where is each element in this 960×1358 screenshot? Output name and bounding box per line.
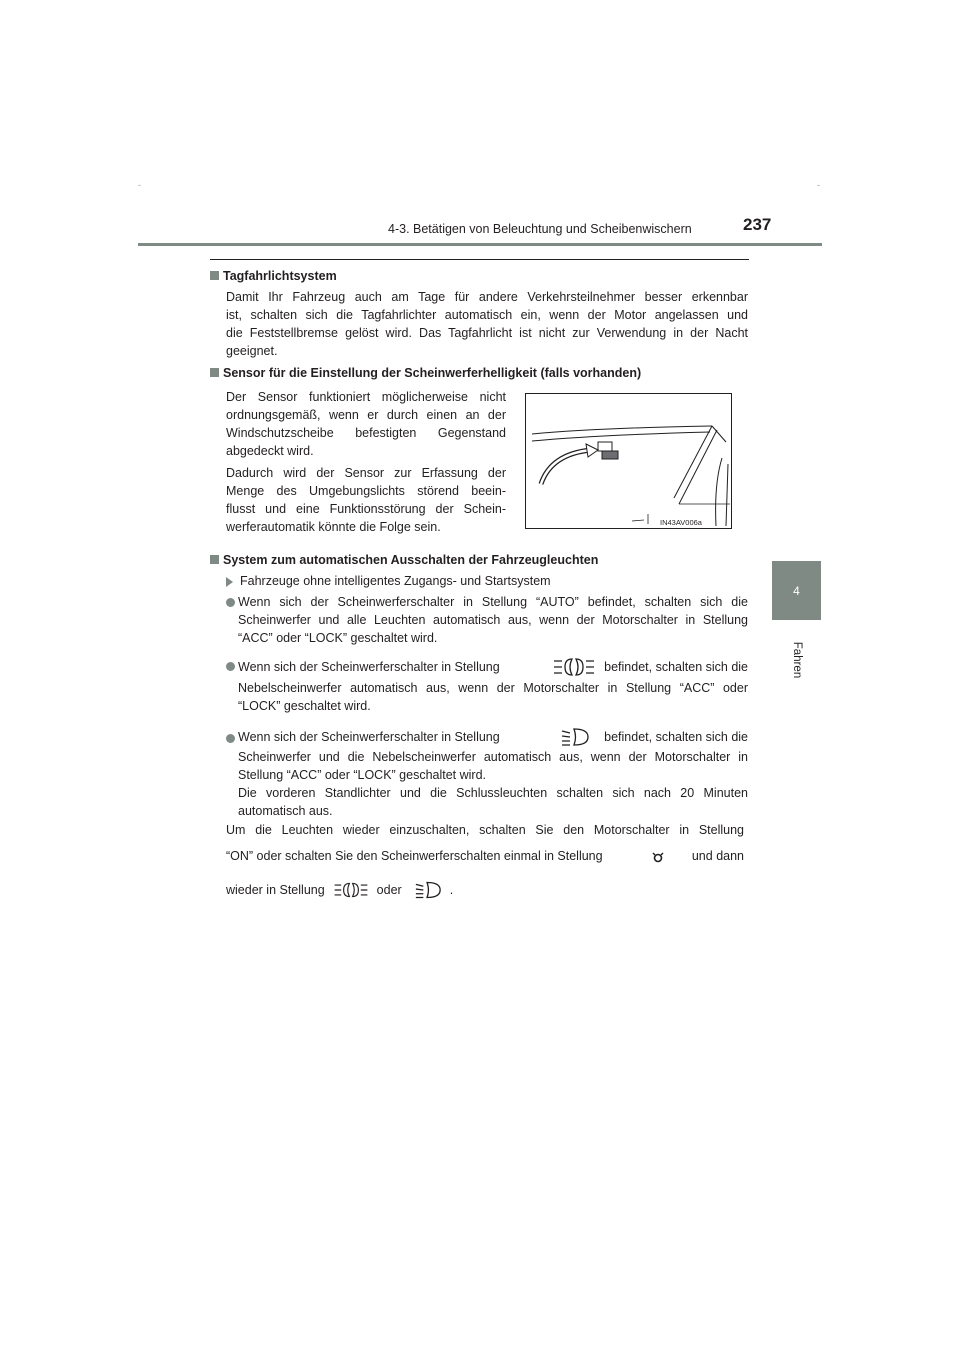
crop-mark-right: -: [817, 180, 820, 190]
text-line: Damit Ihr Fahrzeug auch am Tage für andere Verkehrsteilnehmer besser erkennbar: [226, 290, 748, 304]
text-line: automatisch aus.: [238, 804, 333, 818]
headlight-low-beam-icon: [560, 727, 590, 747]
crop-mark-left: -: [138, 180, 141, 190]
chapter-label: [787, 632, 807, 692]
text-fragment: oder: [376, 883, 402, 897]
text-line: Stellung “ACC” oder “LOCK” geschaltet wird.: [238, 768, 487, 782]
heading-text: Sensor für die Einstellung der Scheinwerferhelligkeit (falls vorhanden): [223, 366, 642, 380]
section-rule: [210, 259, 749, 260]
round-bullet-icon: [226, 598, 235, 607]
text-segment: [238, 658, 552, 676]
round-bullet-icon: [226, 734, 235, 743]
heading-text: Tagfahrlichtsystem: [223, 269, 337, 283]
bullet-1-text: [238, 593, 748, 647]
figure-code: IN43AV006a: [660, 518, 702, 527]
headlight-low-beam-icon: [414, 880, 442, 900]
round-bullet-icon: [226, 662, 235, 671]
text-line: Der Sensor funktioniert möglicherweise nicht: [226, 390, 506, 404]
tagfahrlicht-paragraph: [226, 288, 748, 360]
heading-sensor: [210, 366, 641, 380]
text-line: “ACC” oder “LOCK” geschaltet wird.: [238, 631, 438, 645]
page-number: 237: [743, 215, 772, 234]
text-line: die Feststellbremse gelöst wird. Das Tagfahrlicht ist nicht zur Verwendung in der Nacht: [226, 326, 748, 340]
text-line: geeignet.: [226, 344, 278, 358]
text-fragment: wieder in Stellung: [226, 883, 325, 897]
sensor-paragraph-1: [226, 388, 506, 460]
front-fog-light-icon: [333, 880, 369, 900]
heading-tagfahrlicht: [210, 269, 337, 283]
text-fragment: und dann: [691, 849, 744, 863]
text-line: flusst und eine Funktionsstörung der Schein-: [226, 502, 506, 516]
text-line: Nebelscheinwerfer automatisch aus, wenn der Motorschalter in Stellung “ACC” oder: [238, 681, 748, 695]
text-fragment: befindet, schalten sich die: [604, 660, 748, 674]
text-line: Scheinwerfer und die Nebelscheinwerfer automatisch aus, wenn der Motorschalter in: [238, 750, 748, 764]
square-bullet-icon: [210, 555, 219, 564]
square-bullet-icon: [210, 368, 219, 377]
text-line: Menge des Umgebungslichts störend beein-: [226, 484, 506, 498]
text-line: ist, schalten sich die Tagfahrlichter automatisch ein, wenn der Motor angelassen und: [226, 308, 748, 322]
text-line: Scheinwerfer und alle Leuchten automatisch aus, wenn der Motorschalter in Stellung: [238, 613, 748, 627]
text-line: Windschutzscheibe befestigten Gegenstand: [226, 426, 506, 440]
light-off-position-icon: [650, 848, 666, 864]
header-rule: [138, 243, 822, 246]
text-line: abgedeckt wird.: [226, 444, 314, 458]
closing-line-1: Um die Leuchten wieder einzuschalten, schalten Sie den Motorschalter in Stellung: [226, 823, 744, 837]
windshield-illustration: [526, 394, 731, 528]
text-line: Wenn sich der Scheinwerferschalter in Stellung “AUTO” befindet, schalten sich die: [238, 595, 748, 609]
text-line: Die vorderen Standlichter und die Schlussleuchten schalten sich nach 20 Minuten: [238, 786, 748, 800]
closing-line-2: [226, 847, 744, 865]
chapter-number: 4: [793, 584, 800, 598]
front-fog-light-icon: [552, 657, 596, 677]
heading-auto-off: [210, 553, 598, 567]
text-fragment: befindet, schalten sich die: [604, 730, 748, 744]
chapter-tab: [772, 561, 821, 620]
heading-text: System zum automatischen Ausschalten der Fahrzeugleuchten: [223, 553, 599, 567]
sensor-paragraph-2: [226, 464, 506, 536]
bullet-2-text: [238, 657, 748, 715]
text-line: “LOCK” geschaltet wird.: [238, 699, 371, 713]
text-line: [238, 657, 748, 677]
closing-line-3: [226, 880, 453, 900]
chapter-label-text: Fahren: [791, 641, 803, 679]
text-line: ordnungsgemäß, wenn er durch einen an der: [226, 408, 506, 422]
running-header: 4-3. Betätigen von Beleuchtung und Scheibenwischern: [388, 222, 692, 236]
text-fragment: Wenn sich der Scheinwerferschalter in Stellung: [238, 660, 500, 674]
square-bullet-icon: [210, 271, 219, 280]
windshield-sensor-figure: [525, 393, 732, 529]
triangle-bullet-icon: [226, 577, 233, 587]
text-line: werferautomatik könnte die Folge sein.: [226, 520, 441, 534]
text-line: [238, 727, 748, 747]
text-fragment: .: [449, 883, 454, 897]
bullet-3-text: [238, 727, 748, 820]
text-line: Dadurch wird der Sensor zur Erfassung der: [226, 466, 506, 480]
subheading: Fahrzeuge ohne intelligentes Zugangs- und Startsystem: [240, 574, 551, 588]
text-fragment: Wenn sich der Scheinwerferschalter in Stellung: [238, 730, 500, 744]
text-fragment: “ON” oder schalten Sie den Scheinwerferschalten einmal in Stellung: [226, 849, 603, 863]
